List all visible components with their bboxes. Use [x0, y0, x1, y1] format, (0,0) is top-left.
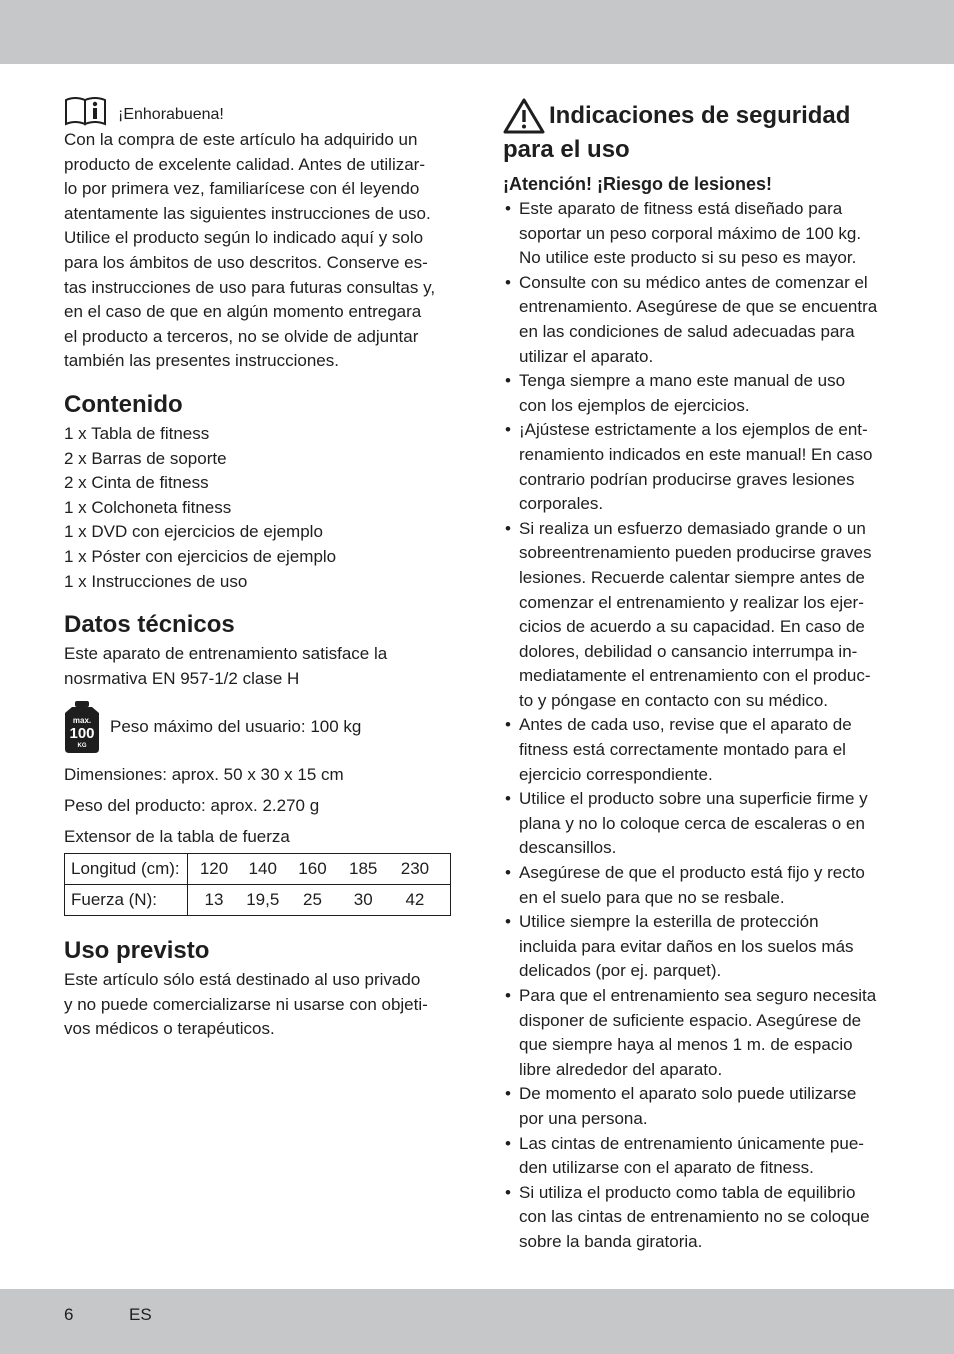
weight-icon	[64, 701, 100, 753]
left-column	[64, 96, 454, 1042]
list-item: • Utilice el producto sobre una superficie firme y plana y no lo coloque cerca de escaleras o en descansillos.	[503, 787, 895, 861]
table-cell-values: 13 19,5 25 30 42	[188, 885, 451, 916]
contents-list	[64, 422, 454, 594]
right-column	[503, 100, 895, 1255]
list-item: • Consulte con su médico antes de comenzar el entrenamiento. Asegúrese de que se encuentra en las condiciones de salud adecuadas para utilizar el aparato.	[503, 271, 895, 369]
list-item: 1 x Tabla de fitness	[64, 423, 210, 443]
table-row	[65, 854, 451, 885]
safety-warning: ¡Atención! ¡Riesgo de lesiones!	[503, 174, 773, 194]
list-item: • Tenga siempre a mano este manual de uso con los ejemplos de ejercicios.	[503, 369, 895, 418]
language-code: ES	[129, 1305, 152, 1324]
table-row	[65, 885, 451, 916]
intro-heading	[64, 96, 454, 126]
safety-list	[503, 197, 895, 1255]
max-weight-row	[64, 701, 454, 753]
list-item: 2 x Barras de soporte	[64, 448, 227, 468]
list-item: • Si utiliza el producto como tabla de equilibrio con las cintas de entrenamiento no se coloque sobre la banda giratoria.	[503, 1181, 895, 1255]
list-item: 1 x Instrucciones de uso	[64, 571, 248, 591]
list-item: • Si realiza un esfuerzo demasiado grande o un sobreentrenamiento pueden producirse graves lesiones. Recuerde calentar siempre antes de comenzar el entrenamiento y realizar los ejer- cicios de acuerdo a su capacidad. En caso de dolores, debilidad o cansancio interrumpa in- mediatamente el entrenamiento con el produc- to y póngase en contacto con su médico.	[503, 517, 895, 714]
table-cell-values: 120 140 160 185 230	[188, 854, 451, 885]
technical-title: Datos técnicos	[64, 611, 235, 639]
safety-heading	[503, 100, 895, 134]
contents-title: Contenido	[64, 390, 183, 418]
extender-table	[64, 853, 451, 916]
intended-use-title: Uso previsto	[64, 937, 210, 965]
intro-paragraph: Con la compra de este artículo ha adquirido un producto de excelente calidad. Antes de utilizar- lo por primera vez, familiarícese con él leyendo atentamente las siguientes instrucciones de uso. Utilice el producto según lo indicado aquí y solo para los ámbitos de uso descritos. Conserve es- tas instrucciones de uso para futuras consultas y, en el caso de que en algún momento entregara el producto a terceros, no se olvide de adjuntar también las presentes instrucciones.	[64, 130, 436, 371]
extender-text: Extensor de la tabla de fuerza	[64, 827, 290, 847]
table-cell-label: Longitud (cm):	[65, 854, 188, 885]
list-item: 1 x DVD con ejercicios de ejemplo	[64, 522, 323, 542]
congrats-text: ¡Enhorabuena!	[118, 106, 224, 123]
safety-title-line1: Indicaciones de seguridad	[549, 102, 851, 129]
header-band	[0, 0, 954, 64]
table-cell-label: Fuerza (N):	[65, 885, 188, 916]
list-item: • Asegúrese de que el producto está fijo y recto en el suelo para que no se resbale.	[503, 861, 895, 910]
list-item: • Antes de cada uso, revise que el aparato de fitness está correctamente montado para el ejercicio correspondiente.	[503, 713, 895, 787]
info-book-icon	[64, 96, 108, 126]
weight-icon-unit: KG	[77, 743, 87, 750]
weight-icon-value: 100	[69, 725, 95, 743]
list-item: • Este aparato de fitness está diseñado para soportar un peso corporal máximo de 100 kg. No utilice este producto si su peso es mayor.	[503, 197, 895, 271]
safety-title-line2: para el uso	[503, 136, 630, 163]
page-number: 6	[64, 1305, 74, 1324]
dimensions-text: Dimensiones: aprox. 50 x 30 x 15 cm	[64, 765, 344, 785]
intended-use-paragraph: Este artículo sólo está destinado al uso privado y no puede comercializarse ni usarse con objeti- vos médicos o terapéuticos.	[64, 970, 428, 1039]
technical-norm: Este aparato de entrenamiento satisface la nosrmativa EN 957-1/2 clase H	[64, 644, 388, 688]
product-weight-text: Peso del producto: aprox. 2.270 g	[64, 796, 320, 816]
list-item: • Las cintas de entrenamiento únicamente pue- den utilizarse con el aparato de fitness.	[503, 1132, 895, 1181]
list-item: 1 x Colchoneta fitness	[64, 497, 232, 517]
list-item: 1 x Póster con ejercicios de ejemplo	[64, 546, 337, 566]
list-item: • Utilice siempre la esterilla de protección incluida para evitar daños en los suelos más delicados (por ej. parquet).	[503, 910, 895, 984]
list-item: • Para que el entrenamiento sea seguro necesita disponer de suficiente espacio. Asegúrese de que siempre haya al menos 1 m. de espacio libre alrededor del aparato.	[503, 984, 895, 1082]
list-item: 2 x Cinta de fitness	[64, 473, 209, 493]
list-item: • ¡Ajústese estrictamente a los ejemplos de ent- renamiento indicados en este manual! En caso contrario podrían producirse graves lesiones corporales.	[503, 418, 895, 516]
weight-icon-max: max.	[72, 716, 92, 726]
list-item: • De momento el aparato solo puede utilizarse por una persona.	[503, 1082, 895, 1131]
max-weight-text: Peso máximo del usuario: 100 kg	[110, 717, 362, 737]
warning-triangle-icon	[503, 98, 545, 134]
